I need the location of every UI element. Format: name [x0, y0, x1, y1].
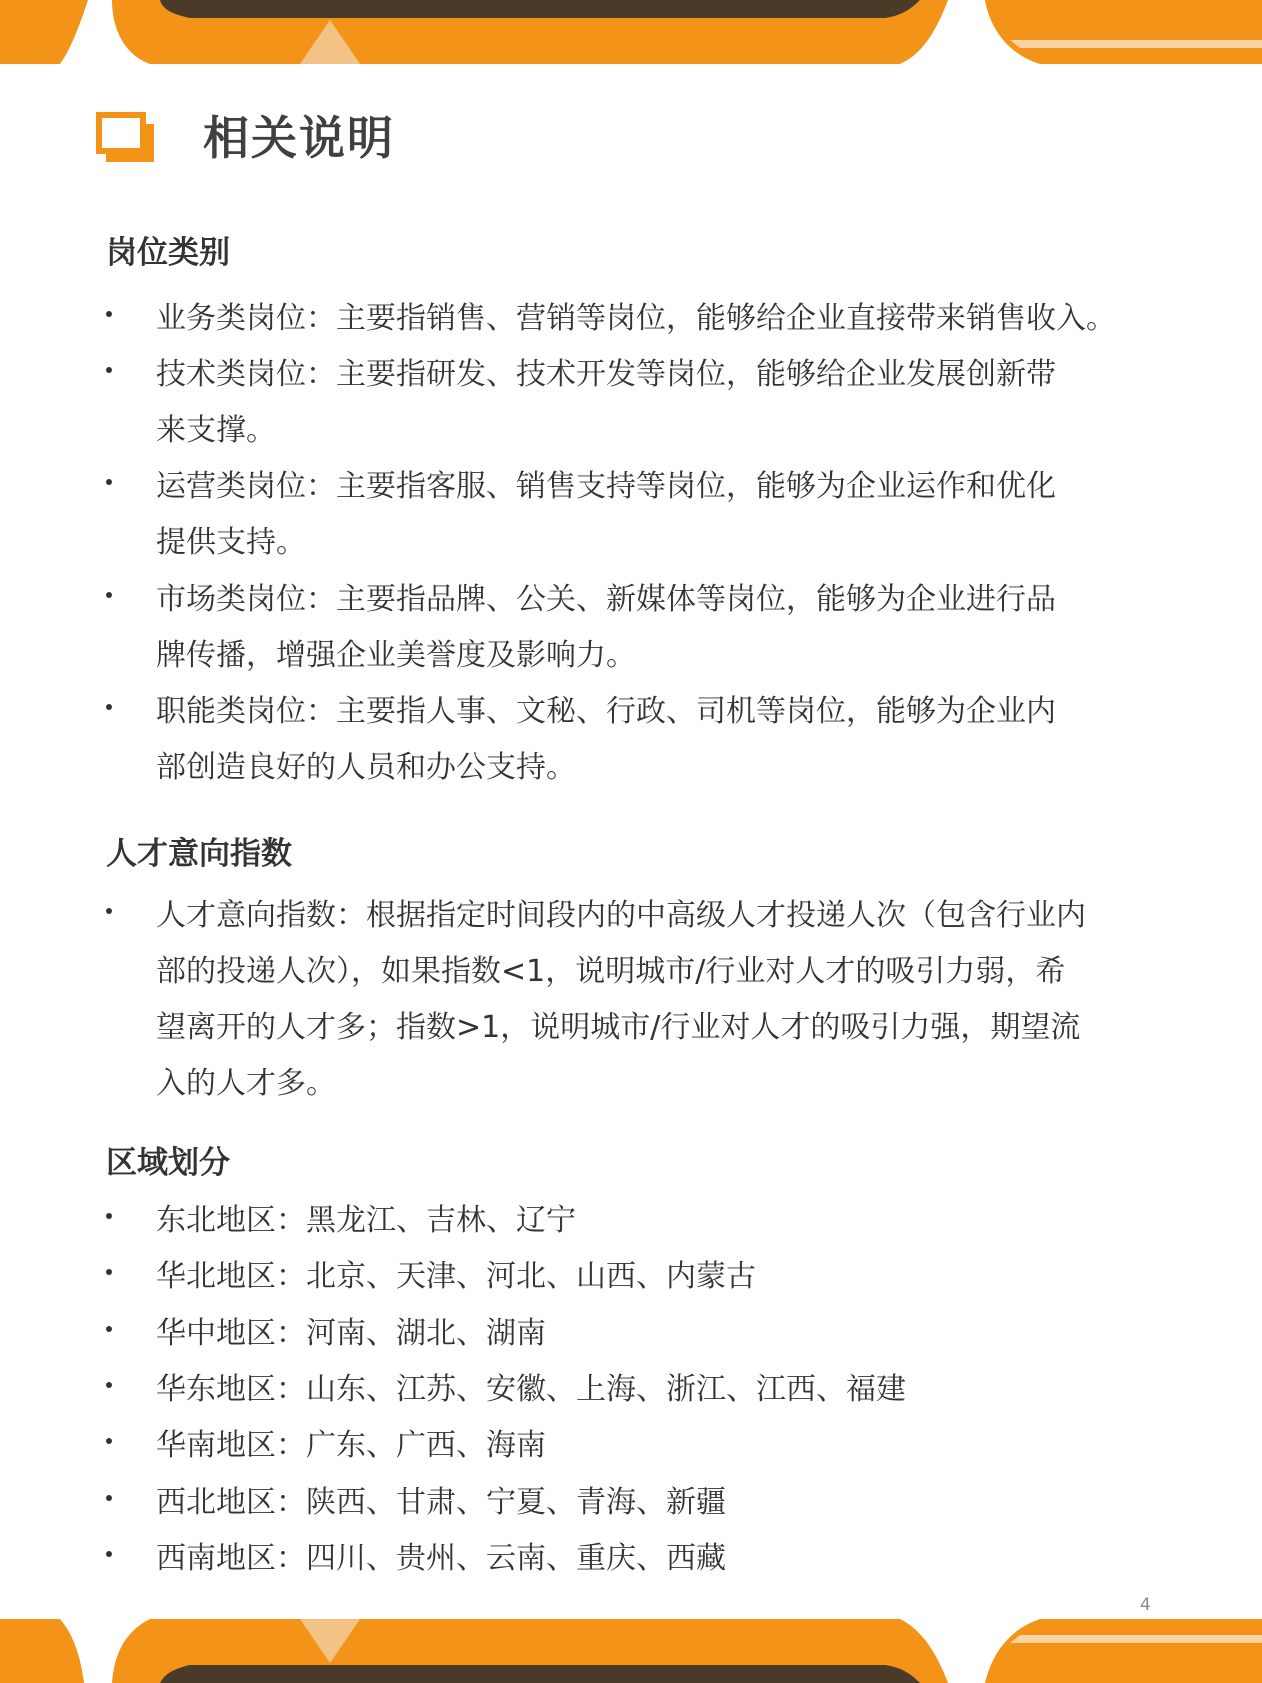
list-item-text: 入的人才多。 — [156, 1066, 336, 1101]
banner-graphic — [0, 1619, 1262, 1683]
title-square-icon — [96, 112, 156, 164]
bullet-icon — [106, 592, 112, 598]
bullet-icon — [106, 1438, 112, 1444]
bullet-icon — [106, 704, 112, 710]
section-heading-job-category: 岗位类别 — [106, 235, 230, 271]
bullet-icon — [106, 1269, 112, 1275]
list-item-text: 华东地区：山东、江苏、安徽、上海、浙江、江西、福建 — [156, 1372, 906, 1407]
list-item-text: 技术类岗位：主要指研发、技术开发等岗位，能够给企业发展创新带 — [156, 357, 1056, 392]
bullet-icon — [106, 908, 112, 914]
bullet-icon — [106, 1326, 112, 1332]
banner-graphic — [0, 0, 1262, 64]
top-decorative-banner — [0, 0, 1262, 64]
list-item-text: 运营类岗位：主要指客服、销售支持等岗位，能够为企业运作和优化 — [156, 469, 1056, 504]
list-item-text: 华中地区：河南、湖北、湖南 — [156, 1316, 546, 1351]
page-title-row — [96, 108, 696, 168]
list-item-text: 牌传播，增强企业美誉度及影响力。 — [156, 638, 636, 673]
list-item-text: 西北地区：陕西、甘肃、宁夏、青海、新疆 — [156, 1485, 726, 1520]
bullet-icon — [106, 1213, 112, 1219]
bullet-icon — [106, 367, 112, 373]
list-item-text: 华南地区：广东、广西、海南 — [156, 1428, 546, 1463]
bullet-icon — [106, 1551, 112, 1557]
list-item-text: 职能类岗位：主要指人事、文秘、行政、司机等岗位，能够为企业内 — [156, 694, 1056, 729]
bottom-decorative-banner — [0, 1619, 1262, 1683]
page-title: 相关说明 — [203, 111, 395, 165]
list-item-text: 业务类岗位：主要指销售、营销等岗位，能够给企业直接带来销售收入。 — [156, 301, 1116, 336]
list-item-text: 来支撑。 — [156, 413, 276, 448]
page-number: 4 — [1140, 1595, 1151, 1615]
list-item-text: 望离开的人才多；指数>1，说明城市/行业对人才的吸引力强，期望流 — [156, 1010, 1081, 1045]
list-item-text: 部的投递人次），如果指数<1，说明城市/行业对人才的吸引力弱，希 — [156, 954, 1066, 989]
bullet-icon — [106, 479, 112, 485]
list-item-text: 市场类岗位：主要指品牌、公关、新媒体等岗位，能够为企业进行品 — [156, 582, 1056, 617]
list-item-text: 人才意向指数：根据指定时间段内的中高级人才投递人次（包含行业内 — [156, 898, 1086, 933]
bullet-icon — [106, 311, 112, 317]
bullet-icon — [106, 1382, 112, 1388]
list-item-text: 部创造良好的人员和办公支持。 — [156, 750, 576, 785]
section-heading-region: 区域划分 — [106, 1145, 230, 1181]
list-item-text: 东北地区：黑龙江、吉林、辽宁 — [156, 1203, 576, 1238]
list-item-text: 华北地区：北京、天津、河北、山西、内蒙古 — [156, 1259, 756, 1294]
list-item-text: 西南地区：四川、贵州、云南、重庆、西藏 — [156, 1541, 726, 1576]
section-heading-talent-index: 人才意向指数 — [106, 836, 292, 872]
list-item-text: 提供支持。 — [156, 525, 306, 560]
bullet-icon — [106, 1495, 112, 1501]
